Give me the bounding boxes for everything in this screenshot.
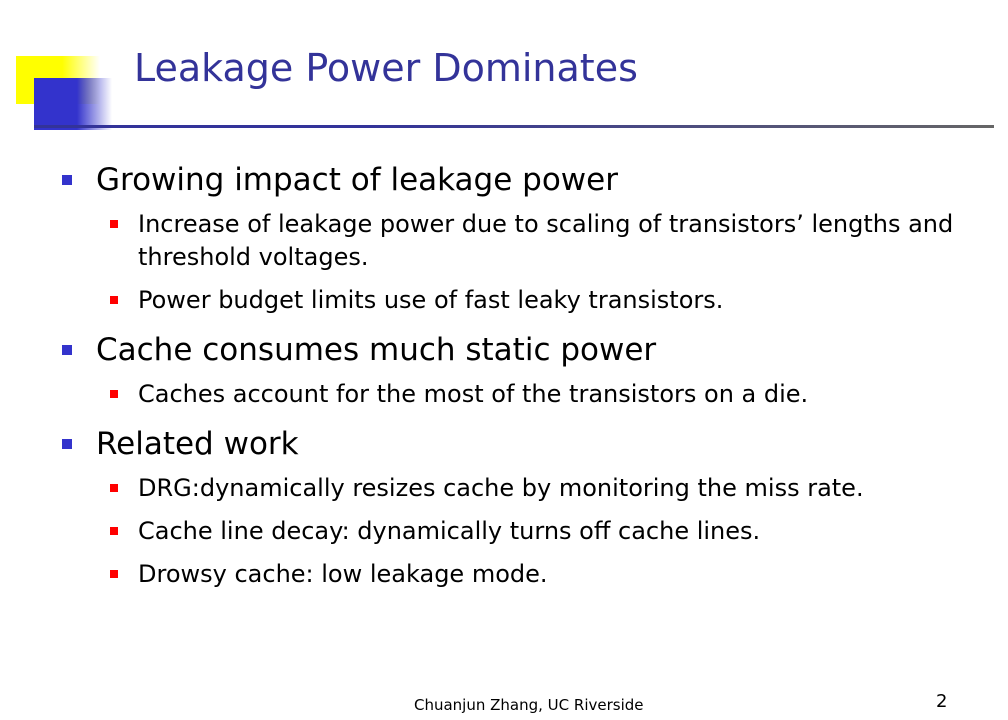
bullet-level1 bbox=[60, 160, 960, 200]
bullet-level2 bbox=[60, 378, 960, 411]
square-bullet-icon bbox=[110, 390, 118, 398]
square-bullet-icon bbox=[110, 296, 118, 304]
square-bullet-icon bbox=[62, 439, 72, 449]
decorative-blue-square bbox=[34, 78, 112, 130]
sub-bullet-text: Caches account for the most of the transistors on a die. bbox=[138, 380, 809, 408]
square-bullet-icon bbox=[110, 220, 118, 228]
sub-bullet-text: Increase of leakage power due to scaling of transistors’ lengths and threshold voltages. bbox=[138, 210, 954, 271]
bullet-list bbox=[60, 160, 960, 591]
bullet-level2 bbox=[60, 472, 960, 505]
bullet-level1 bbox=[60, 424, 960, 464]
page-number: 2 bbox=[936, 691, 948, 712]
title-underline bbox=[34, 125, 994, 128]
slide-footer: Chuanjun Zhang, UC Riverside bbox=[414, 696, 644, 714]
sub-bullet-text: DRG:dynamically resizes cache by monitoring the miss rate. bbox=[138, 474, 864, 502]
square-bullet-icon bbox=[110, 484, 118, 492]
square-bullet-icon bbox=[62, 345, 72, 355]
square-bullet-icon bbox=[110, 527, 118, 535]
bullet-level2 bbox=[60, 558, 960, 591]
square-bullet-icon bbox=[110, 570, 118, 578]
bullet-text: Growing impact of leakage power bbox=[96, 162, 618, 198]
bullet-text: Related work bbox=[96, 426, 299, 462]
bullet-level2 bbox=[60, 515, 960, 548]
sub-bullet-text: Cache line decay: dynamically turns off cache lines. bbox=[138, 517, 761, 545]
sub-bullet-text: Drowsy cache: low leakage mode. bbox=[138, 560, 548, 588]
sub-bullet-text: Power budget limits use of fast leaky transistors. bbox=[138, 286, 724, 314]
bullet-level2 bbox=[60, 284, 960, 317]
bullet-level2 bbox=[60, 208, 960, 274]
bullet-level1 bbox=[60, 330, 960, 370]
square-bullet-icon bbox=[62, 175, 72, 185]
bullet-text: Cache consumes much static power bbox=[96, 332, 657, 368]
slide-title: Leakage Power Dominates bbox=[134, 46, 638, 90]
